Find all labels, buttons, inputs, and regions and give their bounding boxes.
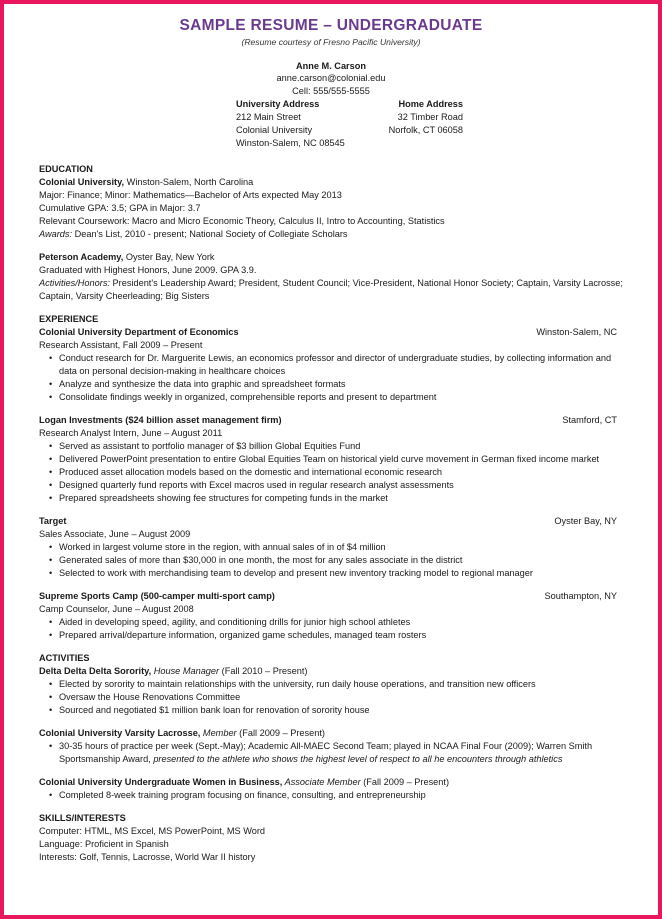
skills-line: Language: Proficient in Spanish (39, 839, 169, 849)
job-header (39, 414, 617, 427)
job-org: Supreme Sports Camp (500-camper multi-sport camp) (39, 591, 275, 601)
list-item: • Designed quarterly fund reports with Excel macros used in regular research analyst assessments (59, 479, 617, 492)
skills-line: Interests: Golf, Tennis, Lacrosse, World War II history (39, 852, 256, 862)
job-bullets (39, 440, 617, 505)
list-item: • Elected by sorority to maintain relationships with the university, run daily house operations, and transition new officers (59, 678, 617, 691)
list-item: • Delivered PowerPoint presentation to entire Global Equities Team on historical yield curve movement in German fixed income market (59, 453, 617, 466)
home-address (380, 98, 463, 137)
list-item: • Produced asset allocation models based on the domestic and international economic research (59, 466, 617, 479)
education-detail: Cumulative GPA: 3.5; GPA in Major: 3.7 (39, 203, 201, 213)
address-line: 32 Timber Road (397, 112, 463, 122)
skills-heading: SKILLS/INTERESTS (39, 813, 126, 823)
school-location: Oyster Bay, New York (123, 252, 215, 262)
education-heading: EDUCATION (39, 164, 93, 174)
job-bullets (39, 541, 617, 580)
experience-heading: EXPERIENCE (39, 314, 99, 324)
job-header (39, 590, 617, 603)
candidate-name: Anne M. Carson (296, 61, 366, 71)
job-bullets (39, 352, 617, 404)
school-location: Winston-Salem, North Carolina (124, 177, 254, 187)
candidate-cell: Cell: 555/555-5555 (292, 86, 370, 96)
activity-bullets (39, 678, 617, 717)
job-role: Research Assistant, Fall 2009 – Present (39, 340, 203, 350)
resume-subtitle: (Resume courtesy of Fresno Pacific University) (241, 37, 421, 47)
activity-role: House Manager (151, 666, 220, 676)
activity-dates: (Fall 2009 – Present) (236, 728, 325, 738)
awards-label: Awards: (39, 229, 73, 239)
list-item: • Served as assistant to portfolio manager of $3 billion Global Equities Fund (59, 440, 617, 453)
education-detail: Relevant Coursework: Macro and Micro Economic Theory, Calculus II, Intro to Accounting, Statistics (39, 216, 445, 226)
list-item-cont: Sportsmanship Award, presented to the athlete who shows the highest level of respect to all he encounters through athletics (59, 754, 563, 764)
list-item: • Worked in largest volume store in the region, with annual sales of in of $4 million (59, 541, 617, 554)
activity-header (39, 665, 617, 678)
school-name: Colonial University, (39, 177, 125, 187)
job-org: Logan Investments ($24 billion asset management firm) (39, 415, 282, 425)
list-item: • Generated sales of more than $30,000 in one month, the most for any sales associate in the district (59, 554, 617, 567)
list-item: • Consolidate findings weekly in organized, comprehensible reports and present to department (59, 391, 617, 404)
school-line (39, 176, 617, 189)
list-item: • Aided in developing speed, agility, and conditioning drills for junior high school athletes (59, 616, 617, 629)
job-org: Colonial University Department of Economics (39, 327, 239, 337)
activities-line (39, 277, 623, 290)
activity-dates: (Fall 2009 – Present) (360, 777, 450, 787)
school-line (39, 251, 617, 264)
home-address-label: Home Address (398, 99, 463, 109)
activity-role: Associate Member (282, 777, 361, 787)
university-address-label: University Address (236, 99, 320, 109)
resume-title: SAMPLE RESUME – UNDERGRADUATE (179, 17, 483, 34)
activity-dates: (Fall 2010 – Present) (219, 666, 308, 676)
list-item: • Sourced and negotiated $1 million bank loan for renovation of sorority house (59, 704, 617, 717)
activity-org: Colonial University Varsity Lacrosse, (39, 728, 201, 738)
university-address (236, 98, 345, 150)
activities-heading: ACTIVITIES (39, 653, 90, 663)
activities-text: President's Leadership Award; President, Student Council; Vice-President, National Honor Society; Captain, Varsity Lacrosse; (109, 278, 623, 288)
list-item: • Prepared arrival/departure information, organized game schedules, managed team rosters (59, 629, 617, 642)
job-bullets (39, 616, 617, 642)
list-item: • Oversaw the House Renovations Committee (59, 691, 617, 704)
list-item: • 30-35 hours of practice per week (Sept.-May); Academic All-MAEC Second Team; played in NCAA Final Four (2009); Warren Smith (59, 740, 617, 753)
education-detail: Major: Finance; Minor: Mathematics—Bachelor of Arts expected May 2013 (39, 190, 342, 200)
list-item: • Completed 8-week training program focusing on finance, consulting, and entrepreneurship (59, 789, 617, 802)
job-org: Target (39, 516, 67, 526)
job-role: Research Analyst Intern, June – August 2011 (39, 428, 223, 438)
job-location: Oyster Bay, NY (554, 516, 617, 526)
awards-line (39, 228, 617, 241)
activity-header (39, 727, 617, 740)
candidate-email[interactable]: anne.carson@colonial.edu (276, 73, 386, 83)
activities-line-cont: Captain, Varsity Cheerleading; Big Sisters (39, 291, 210, 301)
address-line: Colonial University (236, 125, 313, 135)
job-header (39, 515, 617, 528)
job-location: Stamford, CT (562, 415, 617, 425)
activity-role: Member (200, 728, 237, 738)
job-role: Camp Counselor, June – August 2008 (39, 604, 194, 614)
resume-body (39, 163, 623, 864)
address-line: 212 Main Street (236, 112, 301, 122)
activities-label: Activities/Honors: (39, 278, 110, 288)
school-name: Peterson Academy, (39, 252, 124, 262)
job-location: Winston-Salem, NC (536, 327, 617, 337)
activity-org: Delta Delta Delta Sorority, (39, 666, 152, 676)
job-location: Southampton, NY (544, 591, 617, 601)
job-header (39, 326, 617, 339)
activity-bullets (39, 789, 617, 802)
list-item: • Conduct research for Dr. Marguerite Lewis, an economics professor and director of undergraduate studies, by collecting information and (59, 352, 617, 365)
activity-header (39, 776, 617, 789)
address-line: Winston-Salem, NC 08545 (236, 138, 345, 148)
activity-org: Colonial University Undergraduate Women in Business, (39, 777, 283, 787)
awards-text: Dean's List, 2010 - present; National Society of Collegiate Scholars (72, 229, 348, 239)
education-detail: Graduated with Highest Honors, June 2009. GPA 3.9. (39, 265, 257, 275)
list-item: • Selected to work with merchandising team to develop and present new inventory tracking model to regional manager (59, 567, 617, 580)
skills-line: Computer: HTML, MS Excel, MS PowerPoint, MS Word (39, 826, 266, 836)
list-item: • Analyze and synthesize the data into graphic and spreadsheet formats (59, 378, 617, 391)
list-item-cont: data on personal decision-making in healthcare choices (59, 366, 286, 376)
job-role: Sales Associate, June – August 2009 (39, 529, 191, 539)
activity-bullets (39, 740, 617, 766)
list-item: • Prepared spreadsheets showing fee structures for competing funds in the market (59, 492, 617, 505)
address-line: Norfolk, CT 06058 (388, 125, 463, 135)
